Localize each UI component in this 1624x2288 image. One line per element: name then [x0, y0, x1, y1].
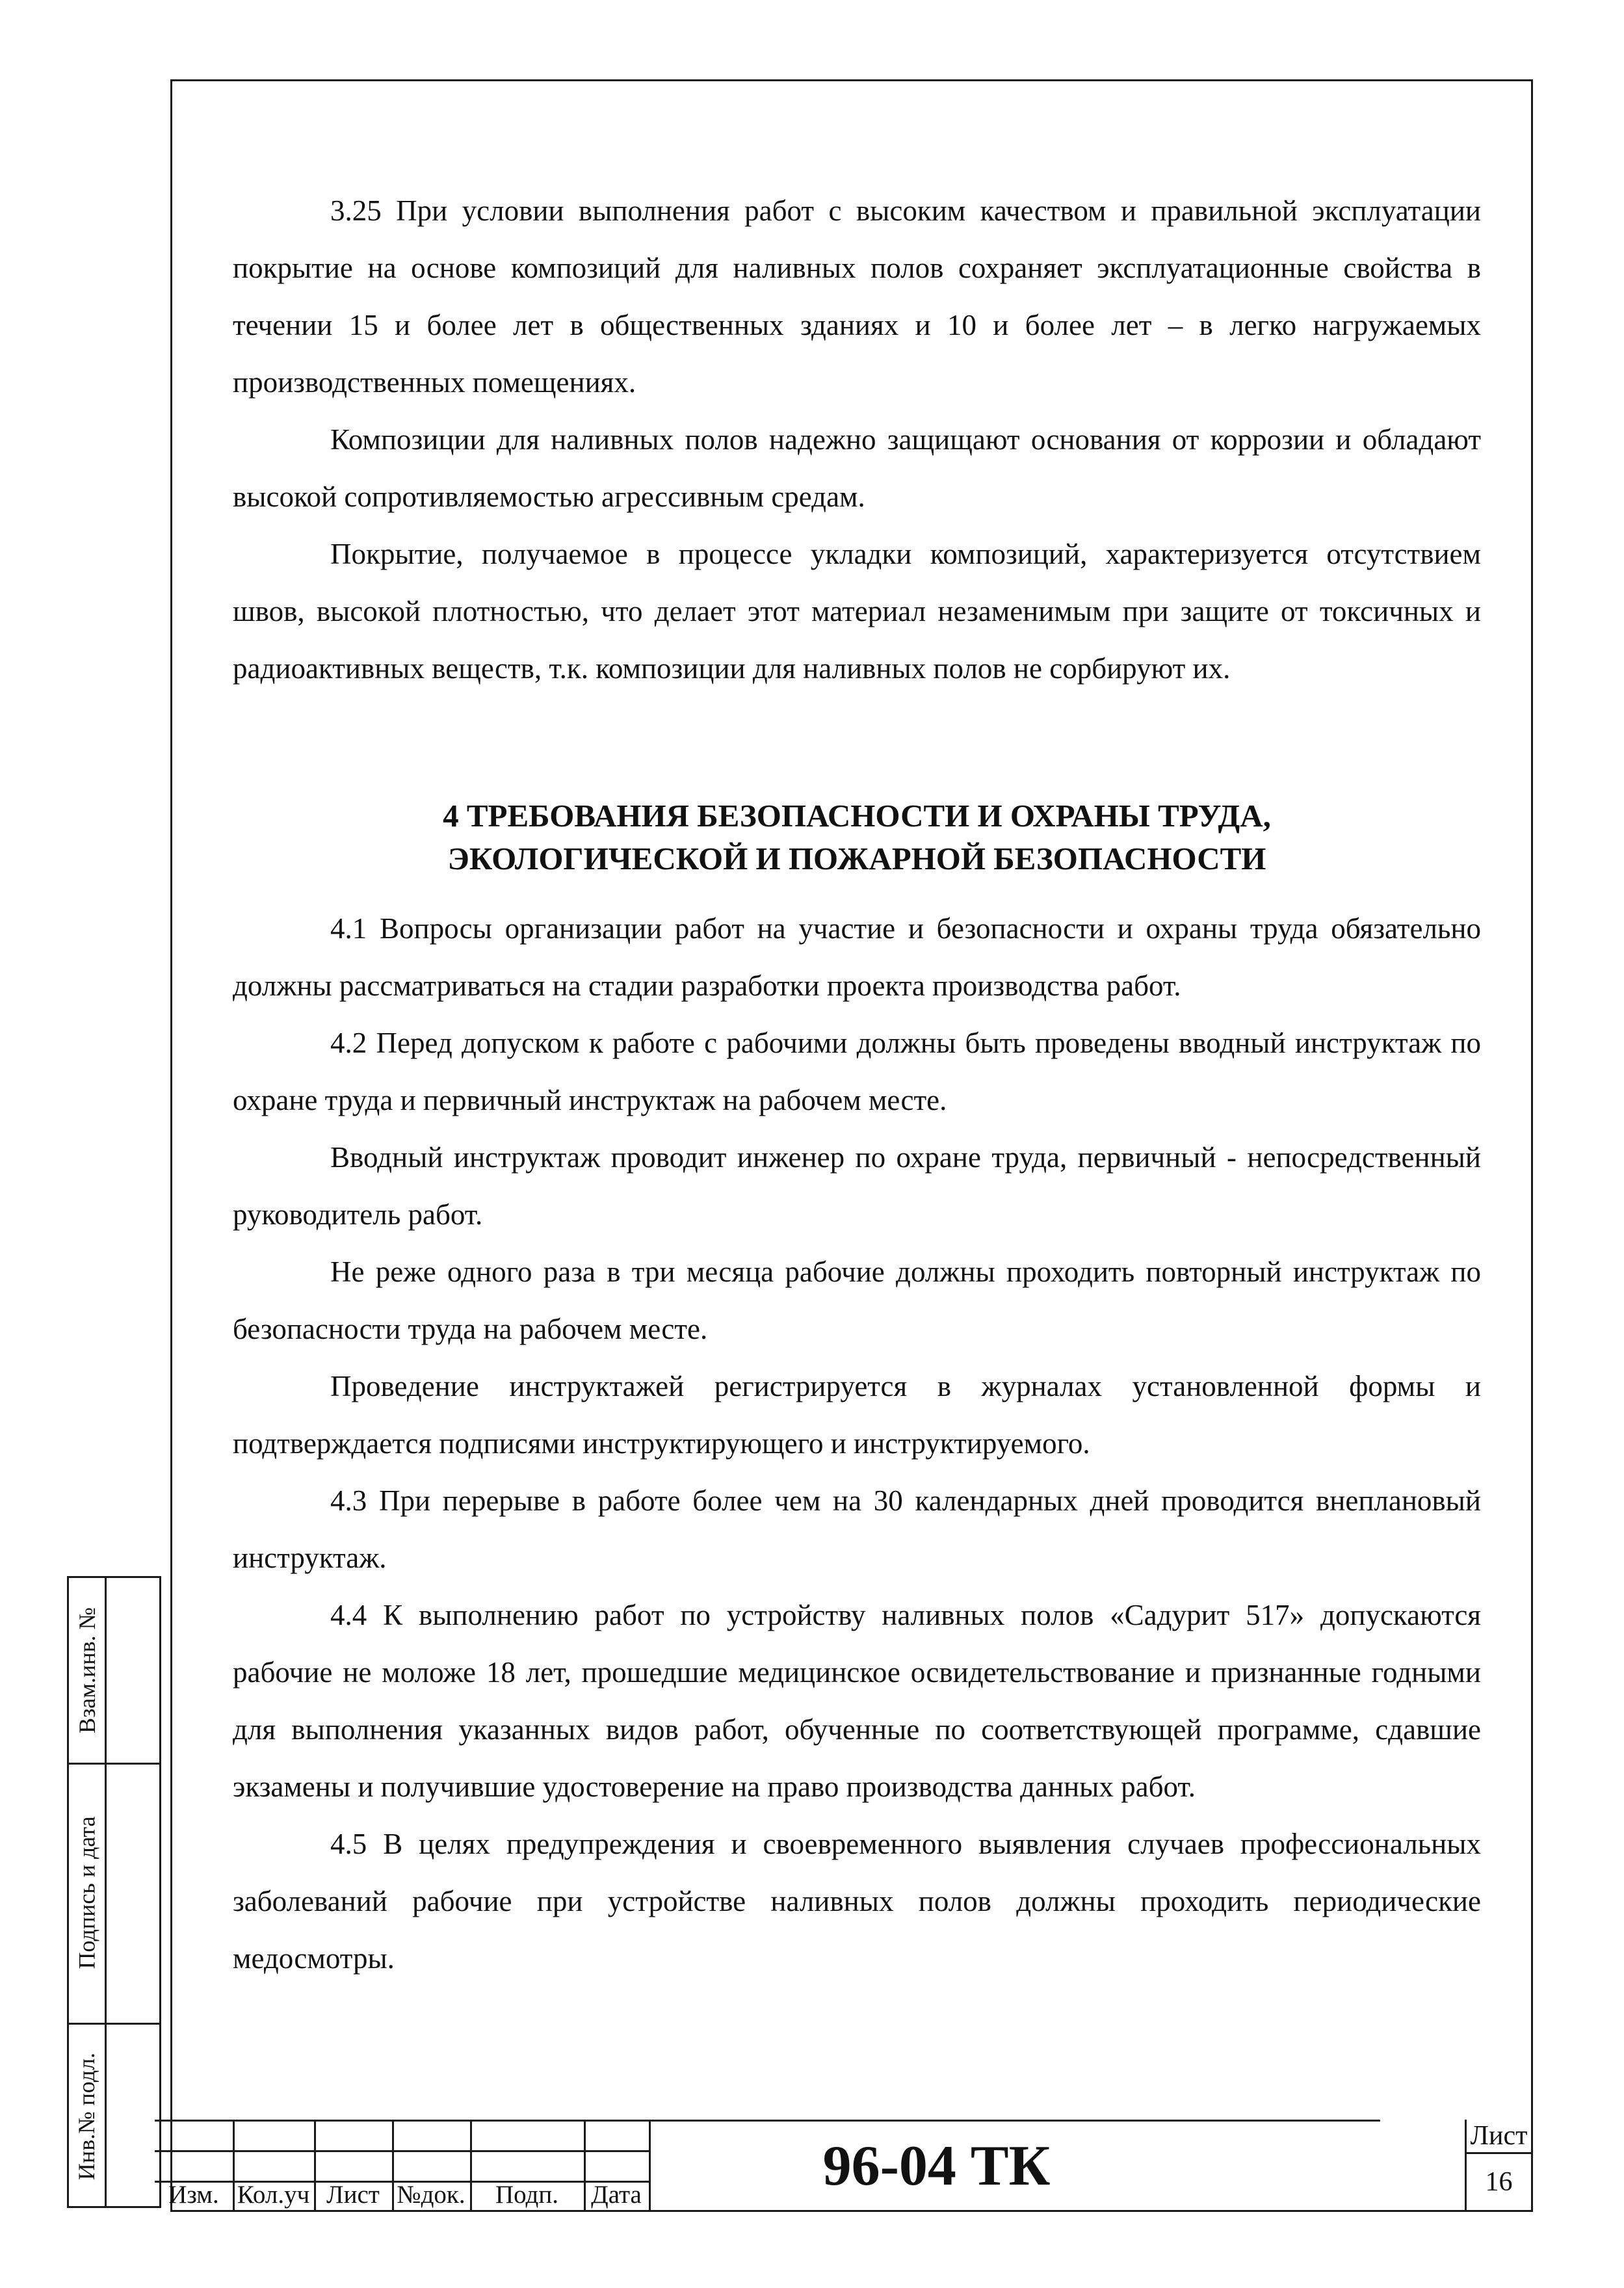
stamp-line — [155, 2150, 649, 2152]
document-body — [233, 182, 1481, 1987]
podpis-data-cell — [69, 1763, 105, 2023]
paragraph: 4.1 Вопросы организации работ на участие и безопасности и охраны труда обязательно должны рассматриваться на стадии разработки проекта производства работ. — [233, 912, 1481, 1002]
title-block — [155, 2120, 1533, 2212]
vzam-inv-label: Взам.инв. № — [73, 1607, 100, 1733]
col-list: Лист — [326, 2181, 380, 2209]
document-code: 96-04 ТК — [822, 2134, 1051, 2198]
section-heading-line2: ЭКОЛОГИЧЕСКОЙ И ПОЖАРНОЙ БЕЗОПАСНОСТИ — [447, 841, 1266, 876]
paragraph: 3.25 При условии выполнения работ с высоким качеством и правильной эксплуатации покрытие на основе композиций для наливных полов сохраняет эксплуатационные свойства в течении 15 и более лет в общественных зданиях и 10 и более лет – в легко нагружаемых производственных помещениях. — [233, 194, 1481, 399]
strip-divider — [105, 1578, 107, 2206]
podpis-data-label: Подпись и дата — [73, 1816, 100, 1969]
col-izm: Изм. — [168, 2181, 219, 2209]
inv-podl-cell — [69, 2023, 105, 2210]
vzam-inv-cell — [69, 1578, 105, 1763]
side-binding-strip — [67, 1576, 161, 2208]
sheet-label: Лист — [1470, 2121, 1528, 2151]
paragraph: 4.2 Перед допуском к работе с рабочими должны быть проведены вводный инструктаж по охране труда и первичный инструктаж на рабочем месте. — [233, 1027, 1481, 1116]
paragraph: Композиции для наливных полов надежно защищают основания от коррозии и обладают высокой сопротивляемостью агрессивным средам. — [233, 423, 1481, 513]
section-heading-line1: 4 ТРЕБОВАНИЯ БЕЗОПАСНОСТИ И ОХРАНЫ ТРУДА, — [443, 798, 1271, 834]
paragraph: Не реже одного раза в три месяца рабочие должны проходить повторный инструктаж по безопасности труда на рабочем месте. — [233, 1256, 1481, 1345]
col-n-dok: №док. — [397, 2181, 465, 2209]
paragraph: 4.4 К выполнению работ по устройству наливных полов «Садурит 517» допускаются рабочие не моложе 18 лет, прошедшие медицинское освидетельствование и признанные годными для выполнения указанных видов работ, обученные по соответствующей программе, сдавшие экзамены и получившие удостоверение на право производства данных работ. — [233, 1599, 1481, 1803]
paragraph: 4.5 В целях предупреждения и своевременного выявления случаев профессиональных заболеваний рабочие при устройстве наливных полов должны проходить периодические медосмотры. — [233, 1828, 1481, 1975]
section-heading — [233, 795, 1481, 880]
inv-podl-label: Инв.№ подл. — [73, 2052, 100, 2181]
col-kol-uch: Кол.уч — [237, 2181, 310, 2209]
paragraph: Покрытие, получаемое в процессе укладки композиций, характеризуется отсутствием швов, высокой плотностью, что делает этот материал незаменимым при защите от токсичных и радиоактивных веществ, т.к. композиции для наливных полов не сорбируют их. — [233, 538, 1481, 685]
paragraph: 4.3 При перерыве в работе более чем на 30 календарных дней проводится внеплановый инструктаж. — [233, 1484, 1481, 1574]
sheet-number: 16 — [1485, 2167, 1513, 2197]
col-podp: Подп. — [495, 2181, 558, 2209]
paragraph: Вводный инструктаж проводит инженер по охране труда, первичный - непосредственный руководитель работ. — [233, 1141, 1481, 1231]
col-data: Дата — [591, 2181, 642, 2209]
paragraph: Проведение инструктажей регистрируется в журналах установленной формы и подтверждается подписями инструктирующего и инструктируемого. — [233, 1370, 1481, 1460]
